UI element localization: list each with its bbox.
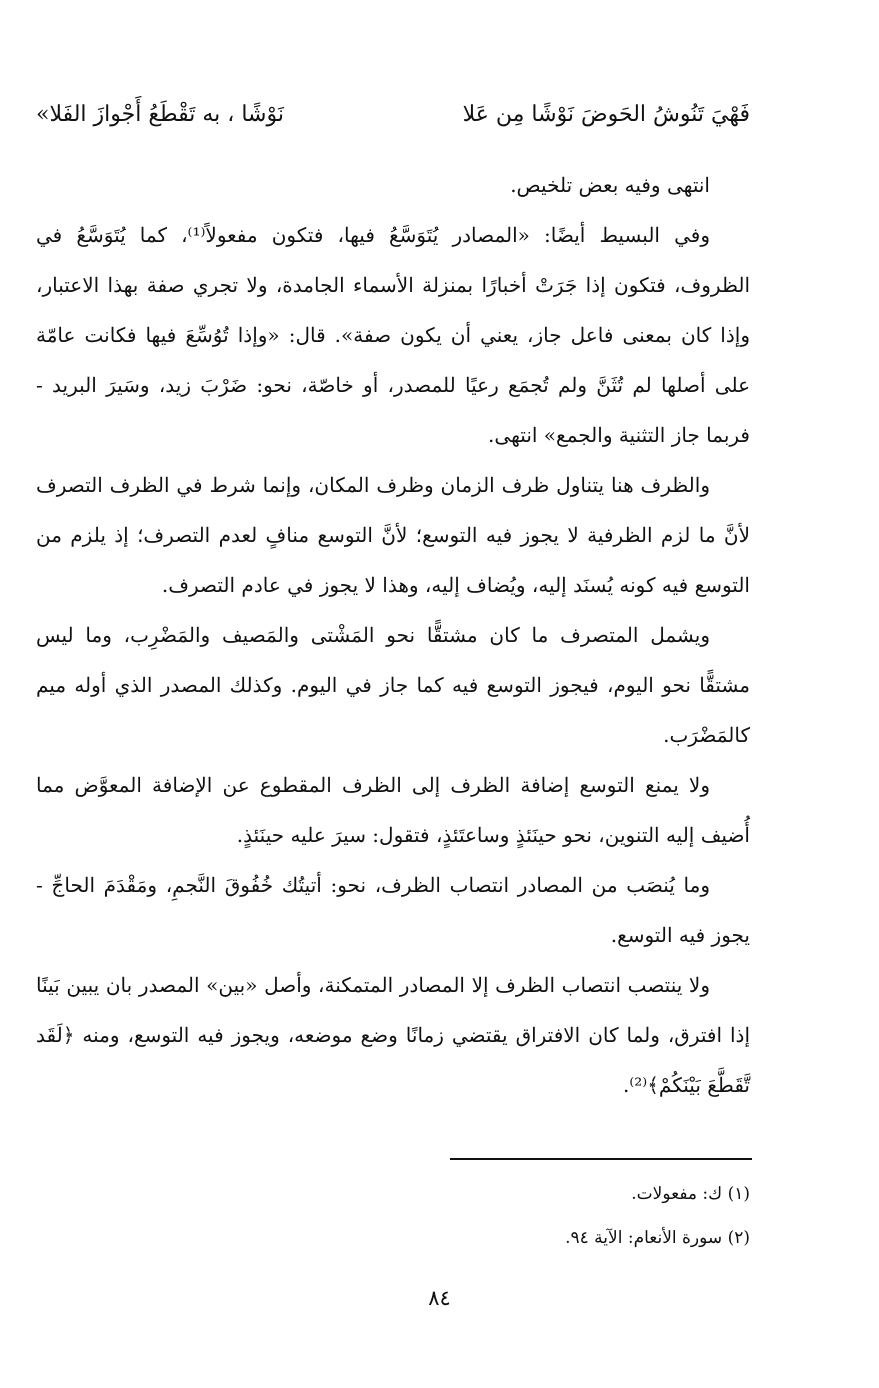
verse-line	[36, 90, 750, 140]
paragraph-summary-note: انتهى وفيه بعض تلخيص.	[510, 173, 710, 197]
page-number: ٨٤	[428, 1286, 451, 1310]
verse-first-hemistich: فَهْيَ تَنُوشُ الحَوضَ نَوْشًا مِن عَلا	[462, 102, 750, 127]
paragraph-bayn-origin: ولا ينتصب انتصاب الظرف إلا المصادر المتمكنة، وأصل «بين» المصدر بان يبين بَينًا إذا افترق، ولما كان الافتراق يقتضي زمانًا وضع موضعه، ويجوز فيه التوسع، ومنه ﴿لَقَد تَّقَطَّعَ بَيْنَكُمْ﴾⁽²⁾.	[36, 973, 750, 1097]
paragraph-adverb-scope: والظرف هنا يتناول ظرف الزمان وظرف المكان، وإنما شرط في الظرف التصرف لأنَّ ما لزم الظرفية لا يجوز فيه التوسع؛ لأنَّ التوسع منافٍ لعدم التصرف؛ إذ يلزم من التوسع فيه كونه يُسنَد إليه، ويُضاف إليه، وهذا لا يجوز في عادم التصرف.	[36, 473, 750, 597]
footnote-divider	[450, 1158, 752, 1160]
body-text	[36, 160, 750, 1110]
paragraph-masdar-as-adverb: وما يُنصَب من المصادر انتصاب الظرف، نحو: أتيتُك خُفُوقَ النَّجمِ، ومَقْدَمَ الحاجِّ - يجوز فيه التوسع.	[36, 873, 750, 947]
paragraph-derived-adverbs: ويشمل المتصرف ما كان مشتقًّا نحو المَشْتى والمَصيف والمَضْرِب، وما ليس مشتقًّا نحو اليوم، فيجوز التوسع فيه كما جاز في اليوم. وكذلك المصدر الذي أوله ميم كالمَضْرَب.	[36, 623, 750, 747]
paragraph-basit-quote: وفي البسيط أيضًا: «المصادر يُتَوَسَّعُ فيها، فتكون مفعولاً⁽¹⁾، كما يُتَوَسَّعُ في الظروف، فتكون إذا جَرَتْ أخبارًا بمنزلة الأسماء الجامدة، ولا تجري صفة بهذا الاعتبار، وإذا كان بمعنى فاعل جاز، يعني أن يكون صفة». قال: «وإذا تُوُسِّعَ فيها فكانت عامّة على أصلها لم تُثَنَّ ولم تُجمَع رعيًا للمصدر، أو خاصّة، نحو: ضَرْبَ زيد، وسَيرَ البريد - فربما جاز التثنية والجمع» انتهى.	[36, 223, 750, 447]
paragraph-tanween-compensation: ولا يمنع التوسع إضافة الظرف إلى الظرف المقطوع عن الإضافة المعوَّض مما أُضيف إليه التنوين، نحو حينَئذٍ وساعتَئذٍ، فتقول: سيرَ عليه حينَئذٍ.	[36, 773, 750, 847]
footnote-1: (١) ك: مفعولات.	[631, 1184, 750, 1204]
footnotes	[36, 1172, 750, 1260]
verse-second-hemistich: نَوْشًا ، به تَقْطَعُ أَجْوازَ الفَلا»	[36, 102, 284, 127]
footnote-2: (٢) سورة الأنعام: الآية ٩٤.	[565, 1228, 750, 1248]
